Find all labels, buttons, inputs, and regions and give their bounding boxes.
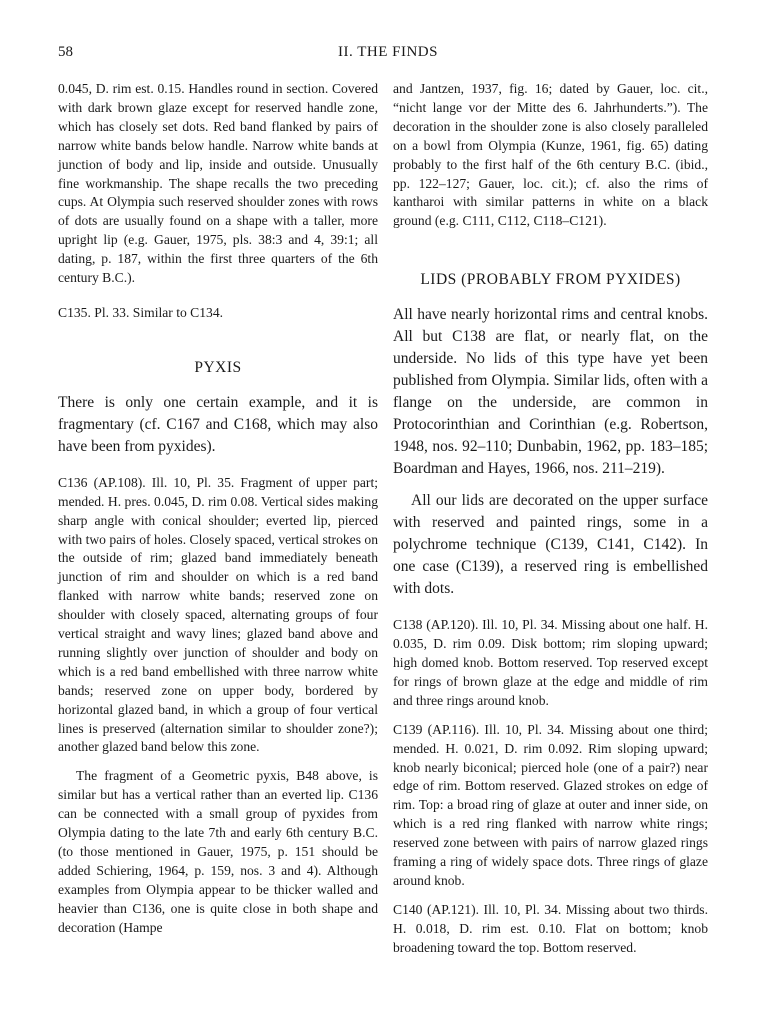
section-intro-pyxis: There is only one certain example, and it is fragmentary (cf. C167 and C168, which may also have been from pyxides). [58,393,378,455]
section-heading-lids: LIDS (PROBABLY FROM PYXIDES) [420,271,681,289]
catalog-entry-c136: C136 (AP.108). Ill. 10, Pl. 35. Fragment of upper part; mended. H. pres. 0.045, D. rim 0.08. Vertical sides making sharp angle with conical shoulder; everted lip, pierced with two pairs of holes. Closely spaced, vertical strokes on the outside of rim; glazed band immediately beneath junction of rim and shoulder on which is a red band flanked with narrow white bands; reserved zone on shoulder with closely spaced, alternating groups of four vertical straight and wavy lines; glazed band above and running slightly over junction of shoulder and body on which is a red band embellished with three narrow white bands; reserved zone on upper body, bordered by horizontal glazed band, in which a group of four vertical lines is preserved (alternation similar to shoulder zone?); another glazed band below this zone. [58,474,378,755]
section-intro-lids-2: All our lids are decorated on the upper surface with reserved and painted rings, some in a polychrome technique (C139, C141, C142). In one case (C139), a reserved ring is embellished with dots. [393,492,708,598]
page-number: 58 [58,44,73,60]
catalog-entry-c138: C138 (AP.120). Ill. 10, Pl. 34. Missing about one half. H. 0.035, D. rim 0.09. Disk bottom; rim sloping upward; high domed knob. Bottom reserved. Top reserved except for rings of brown glaze at the edge and middle of rim and three rings around knob. [393,617,708,708]
section-heading-pyxis: PYXIS [194,358,242,376]
commentary-paragraph: The fragment of a Geometric pyxis, B48 above, is similar but has a vertical rather than an everted lip. C136 can be connected with a small group of pyxides from Olympia dating to the late 7th and early 6th century B.C. (to those mentioned in Gauer, 1975, p. 151 should be added Schiering, 1964, p. 159, nos. 3 and 4). Although examples from Olympia appear to be thicker walled and heavier than C136, one is quite close in both shape and decoration (Hampe [58,768,378,935]
catalog-entry-c135: C135. Pl. 33. Similar to C134. [58,304,224,320]
catalog-entry-continued: 0.045, D. rim est. 0.15. Handles round in section. Covered with dark brown glaze except for reserved handle zone, which has closely set dots. Red band flanked by pairs of narrow white bands below handle. Narrow white bands at junction of body and lip, inside and outside. Unusually fine workmanship. The shape recalls the two preceding cups. At Olympia such reserved shoulder zones with rows of dots are usually found on a shape with a taller, more upright lip (e.g. Gauer, 1975, pls. 38:3 and 4, 39:1; all dating, p. 187, within the first three quarters of the 6th century B.C.). [58,81,378,286]
catalog-entry-c139: C139 (AP.116). Ill. 10, Pl. 34. Missing about one third; mended. H. 0.021, D. rim 0.092. Rim sloping upward; knob nearly biconical; pierced hole (one of a pair?) near edge of rim. Bottom reserved. Glazed strokes on edge of rim. Top: a broad ring of glaze at outer and inner side, on which is a red ring flanked with narrow white rings; reserved zone between with pairs of narrow glazed rings framing a ring of widely space dots. Three rings of glaze around knob. [393,721,708,888]
section-intro-lids: All have nearly horizontal rims and central knobs. All but C138 are flat, or nearly flat, on the underside. No lids of this type have yet been published from Olympia. Similar lids, often with a flange on the underside, are common in Protocorinthian and Corinthian (e.g. Robertson, 1948, nos. 92–110; Dunbabin, 1962, pp. 183–185; Boardman and Hayes, 1966, nos. 211–219). [393,306,708,478]
commentary-continued: and Jantzen, 1937, fig. 16; dated by Gauer, loc. cit., “nicht lange vor der Mitte des 6. Jahrhunderts.”). The decoration in the shoulder zone is also closely paralleled on a bowl from Olympia (Kunze, 1961, fig. 65) dating probably to the first half of the 6th century B.C. (ibid., pp. 122–127; Gauer, loc. cit.); cf. also the rims of kantharoi with similar patterns in white on a black ground (e.g. C111, C112, C118–C121). [393,81,708,229]
right-column [393,80,708,958]
left-column [58,80,378,938]
running-head: II. THE FINDS [338,44,438,60]
catalog-entry-c140: C140 (AP.121). Ill. 10, Pl. 34. Missing about two thirds. H. 0.018, D. rim est. 0.10. Flat on bottom; knob broadening toward the top. Bottom reserved. [393,901,708,955]
